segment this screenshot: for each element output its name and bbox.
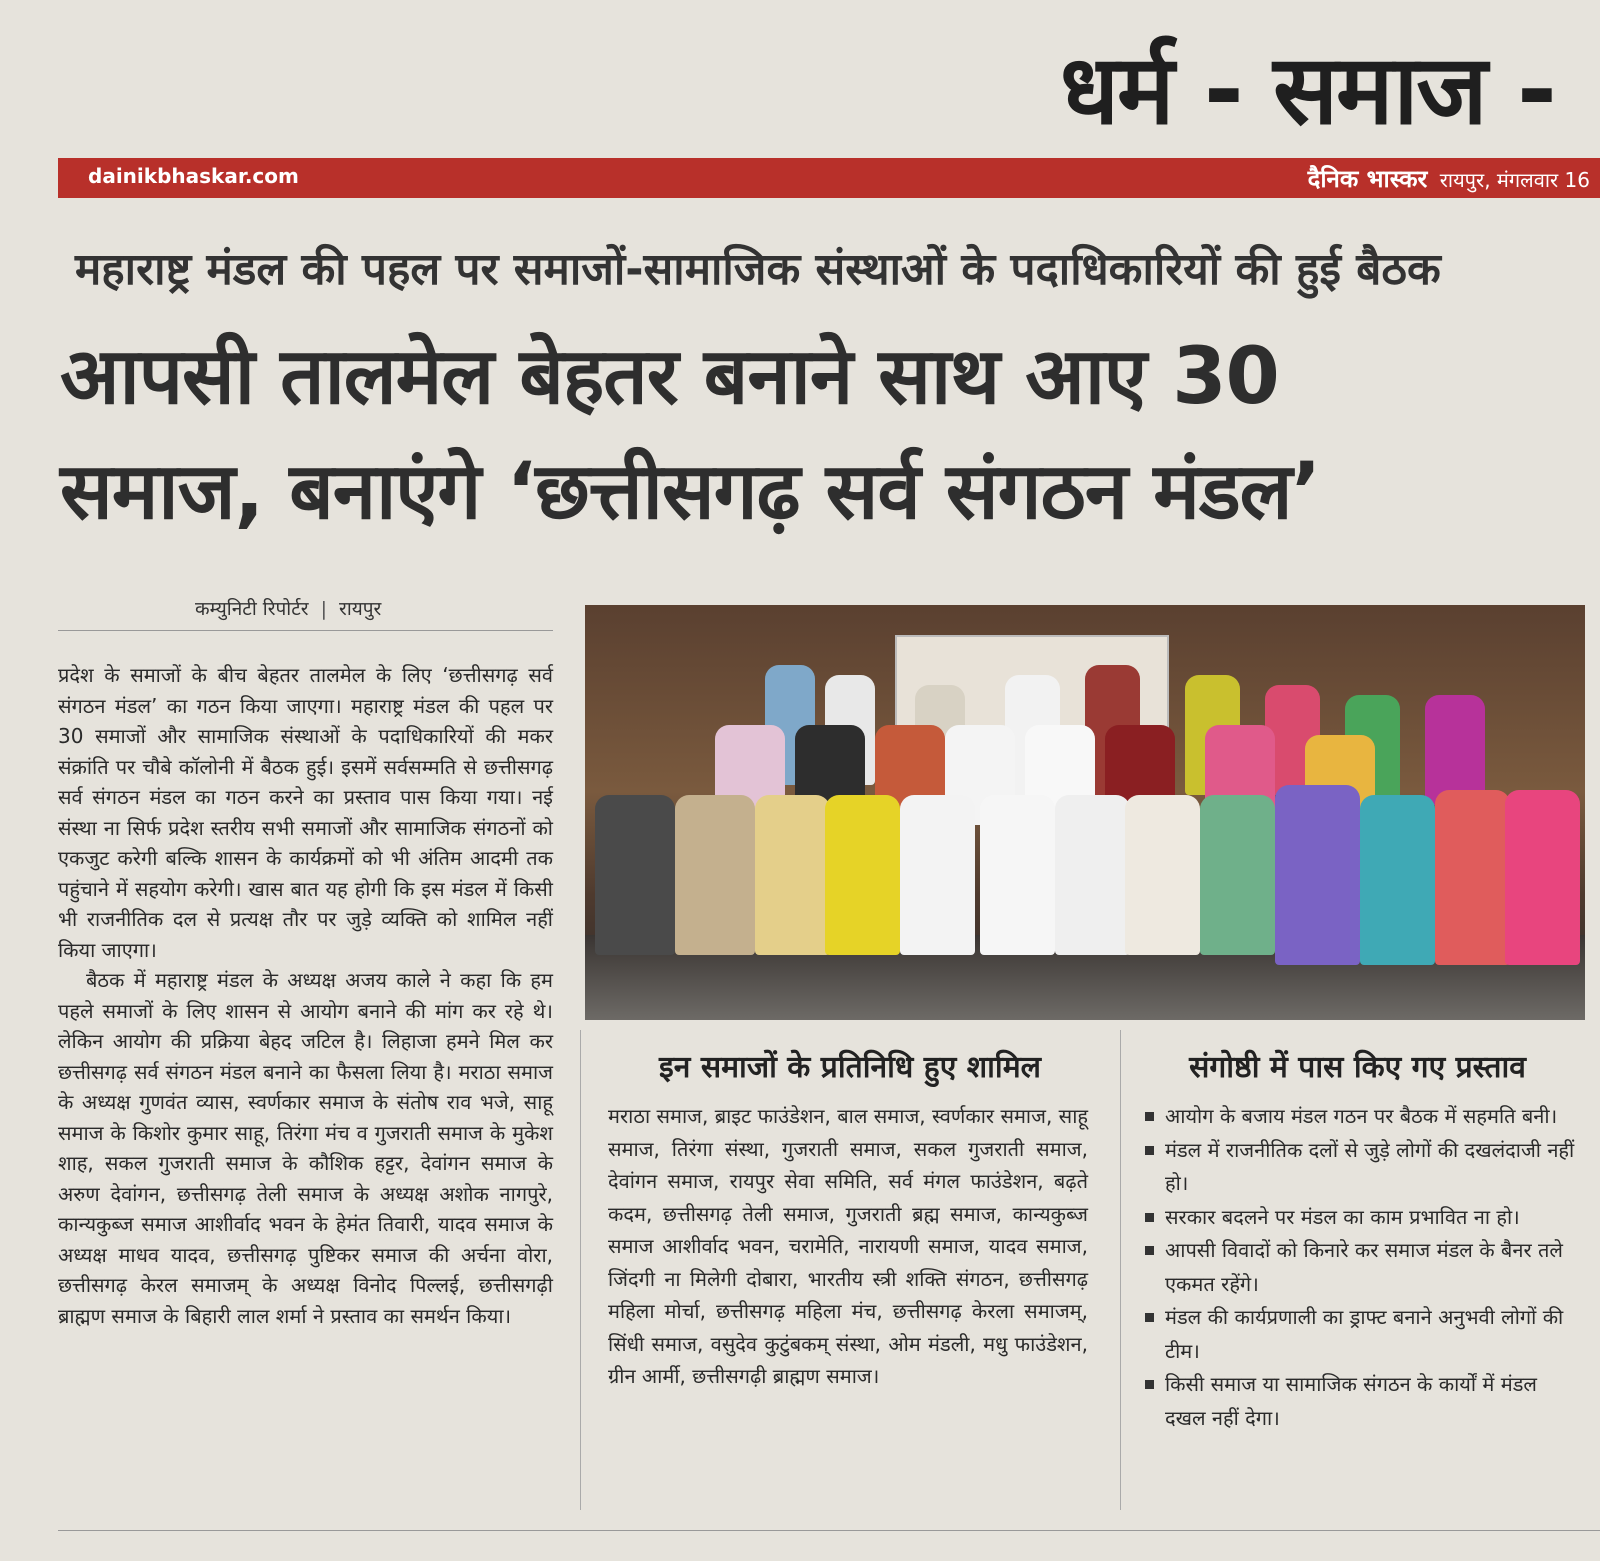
byline-divider <box>58 630 553 631</box>
resolutions-list <box>1145 1100 1575 1435</box>
headline-line-2: समाज, बनाएंगे ‘छत्तीसगढ़ सर्व संगठन मंडल’ <box>60 447 1321 537</box>
group-photo <box>585 605 1585 1020</box>
resolution-item: आपसी विवादों को किनारे कर समाज मंडल के बैनर तले एकमत रहेंगे। <box>1145 1234 1575 1301</box>
website-label: dainikbhaskar.com <box>88 164 299 188</box>
photo-person <box>675 795 755 955</box>
main-headline <box>60 320 1580 550</box>
photo-person <box>1055 795 1130 955</box>
resolution-item: मंडल की कार्यप्रणाली का ड्राफ्ट बनाने अनुभवी लोगों की टीम। <box>1145 1301 1575 1368</box>
article-body <box>58 660 553 1331</box>
column-divider <box>1120 1030 1121 1510</box>
photo-person <box>1425 695 1485 805</box>
participants-list: मराठा समाज, ब्राइट फाउंडेशन, बाल समाज, स्वर्णकार समाज, साहू समाज, तिरंगा संस्था, गुजराती समाज, सकल गुजराती समाज, देवांगन समाज, रायपुर सेवा समिति, सर्व मंगल फाउंडेशन, बढ़ते कदम, छत्तीसगढ़ तेली समाज, गुजराती ब्रह्म समाज, कान्यकुब्ज समाज आशीर्वाद भवन, चरामेति, नारायणी समाज, यादव समाज, जिंदगी ना मिलेगी दोबारा, भारतीय स्त्री शक्ति संगठन, छत्तीसगढ़ महिला मोर्चा, छत्तीसगढ़ महिला मंच, छत्तीसगढ़ केरला समाजम्, सिंधी समाज, वसुदेव कुटुंबकम् संस्था, ओम मंडली, मधु फाउंडेशन, ग्रीन आर्मी, छत्तीसगढ़ी ब्राह्मण समाज। <box>608 1104 1088 1388</box>
photo-person <box>1200 795 1275 955</box>
bottom-divider <box>58 1530 1600 1531</box>
participants-heading: इन समाजों के प्रतिनिधि हुए शामिल <box>659 1050 1041 1085</box>
masthead-band <box>58 158 1600 198</box>
photo-person <box>980 795 1055 955</box>
photo-person <box>1360 795 1435 965</box>
kicker-headline: महाराष्ट्र मंडल की पहल पर समाजों-सामाजिक संस्थाओं के पदाधिकारियों की हुई बैठक <box>75 244 1441 295</box>
resolution-item: मंडल में राजनीतिक दलों से जुड़े लोगों की दखलंदाजी नहीं हो। <box>1145 1134 1575 1201</box>
photo-person <box>1125 795 1200 955</box>
masthead <box>1308 162 1590 195</box>
newspaper-brand: दैनिक भास्कर <box>1307 165 1428 193</box>
resolution-item: आयोग के बजाय मंडल गठन पर बैठक में सहमति बनी। <box>1145 1100 1575 1134</box>
headline-line-1: आपसी तालमेल बेहतर बनाने साथ आए 30 <box>60 332 1279 422</box>
resolutions-heading: संगोष्ठी में पास किए गए प्रस्ताव <box>1189 1050 1526 1085</box>
byline <box>195 595 381 621</box>
photo-person <box>1435 790 1510 965</box>
body-paragraph: प्रदेश के समाजों के बीच बेहतर तालमेल के लिए ‘छत्तीसगढ़ सर्व संगठन मंडल’ का गठन किया जाएगा। महाराष्ट्र मंडल की पहल पर 30 समाजों और सामाजिक संस्थाओं के पदाधिकारियों की मकर संक्रांति पर चौबे कॉलोनी में बैठक हुई। इसमें सर्वसम्मति से छत्तीसगढ़ सर्व संगठन मंडल का गठन करने का प्रस्ताव पास किया गया। नई संस्था ना सिर्फ प्रदेश स्तरीय सभी समाजों और सामाजिक संगठनों को एकजुट करेगी बल्कि शासन के कार्यक्रमों को भी अंतिम आदमी तक पहुंचाने में सहयोग करेगी। खास बात यह होगी कि इस मंडल में किसी भी राजनीतिक दल से प्रत्यक्ष तौर पर जुड़े व्यक्ति को शामिल नहीं किया जाएगा। <box>58 663 553 962</box>
photo-person <box>1505 790 1580 965</box>
resolution-item: सरकार बदलने पर मंडल का काम प्रभावित ना हो। <box>1145 1201 1575 1235</box>
photo-person <box>900 795 975 955</box>
column-divider <box>580 1030 581 1510</box>
resolution-item: किसी समाज या सामाजिक संगठन के कार्यों में मंडल दखल नहीं देगा। <box>1145 1368 1575 1435</box>
byline-place: रायपुर <box>339 598 382 620</box>
photo-person <box>1275 785 1360 965</box>
byline-separator: | <box>320 598 327 620</box>
photo-person <box>755 795 830 955</box>
byline-author: कम्युनिटी रिपोर्टर <box>195 598 309 620</box>
masthead-date: रायपुर, मंगलवार 16 <box>1439 168 1590 192</box>
photo-person <box>825 795 900 955</box>
photo-person <box>595 795 675 955</box>
body-paragraph: बैठक में महाराष्ट्र मंडल के अध्यक्ष अजय काले ने कहा कि हम पहले समाजों के लिए शासन से आयोग बनाने की मांग कर रहे थे। लेकिन आयोग की प्रक्रिया बेहद जटिल है। लिहाजा हमने मिल कर छत्तीसगढ़ सर्व संगठन मंडल बनाने का फैसला लिया है। मराठा समाज के अध्यक्ष गुणवंत व्यास, स्वर्णकार समाज के संतोष राव भजे, साहू समाज के किशोर कुमार साहू, तिरंगा मंच व गुजराती समाज के मुकेश शाह, सकल गुजराती समाज के कौशिक हट्टर, देवांगन समाज के अरुण देवांगन, छत्तीसगढ़ तेली समाज के अध्यक्ष अशोक नागपुरे, कान्यकुब्ज समाज आशीर्वाद भवन के हेमंत तिवारी, यादव समाज के अध्यक्ष माधव यादव, छत्तीसगढ़ पुष्टिकर समाज की अर्चना वोरा, छत्तीसगढ़ केरल समाजम् के अध्यक्ष विनोद पिल्लई, छत्तीसगढ़ी ब्राह्मण समाज के बिहारी लाल शर्मा ने प्रस्ताव का समर्थन किया। <box>58 968 553 1328</box>
section-title: धर्म - समाज - <box>1060 34 1555 146</box>
